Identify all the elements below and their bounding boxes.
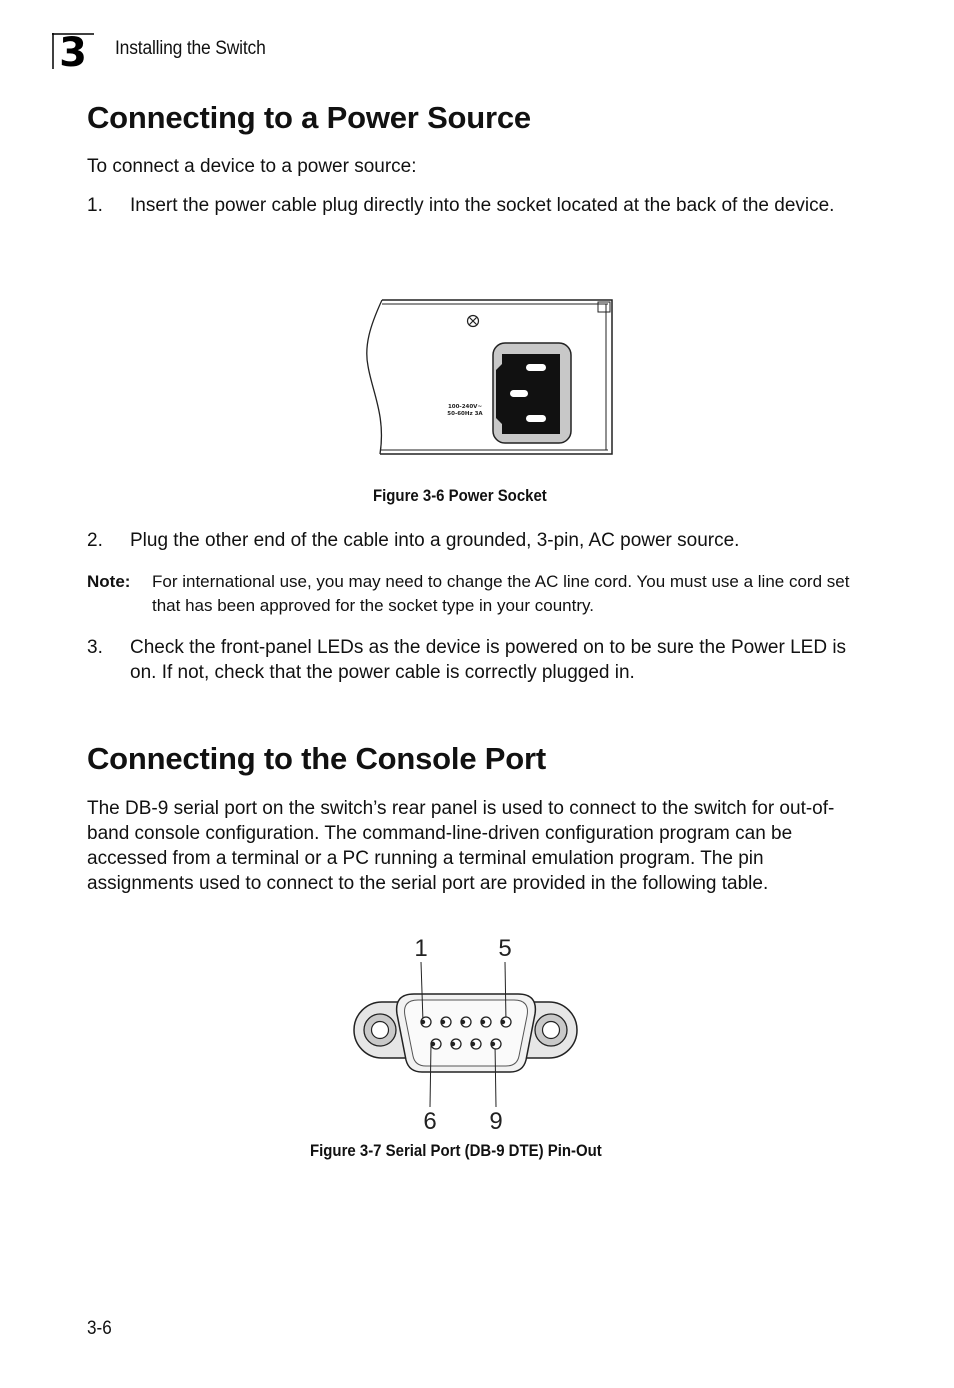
section-title-console: Connecting to the Console Port <box>87 741 546 776</box>
running-title: Installing the Switch <box>115 38 266 59</box>
pin-label-9: 9 <box>489 1108 503 1135</box>
pin-label-6: 6 <box>423 1108 437 1135</box>
section-title-power: Connecting to a Power Source <box>87 100 531 135</box>
figure-caption-serial-port: Figure 3-7 Serial Port (DB-9 DTE) Pin-Out <box>310 1141 602 1160</box>
power-socket-figure <box>360 296 622 462</box>
db9-pinout-figure <box>350 930 582 1136</box>
frequency-rating-label: 50-60Hz 3A <box>447 411 483 417</box>
step-3-number: 3. <box>87 637 103 658</box>
ac-socket-icon <box>493 343 571 443</box>
screw-icon <box>468 316 479 327</box>
pin-label-5: 5 <box>498 935 512 962</box>
note-text: For international use, you may need to change the AC line cord. You must use a line cord set that has been approved for the socket type in your country. <box>152 572 850 615</box>
step-1-text: Insert the power cable plug directly into the socket located at the back of the device. <box>130 195 835 216</box>
step-2-number: 2. <box>87 530 103 551</box>
console-port-description: The DB-9 serial port on the switch’s rear panel is used to connect to the switch for out-of-band console configuration. The command-line-driven configuration program can be accessed from a terminal or a PC running a terminal emulation program. The pin assignments used to connect to the serial port are provided in the following table. <box>87 798 835 894</box>
voltage-rating-label: 100-240V~ <box>447 404 483 410</box>
step-2-text: Plug the other end of the cable into a grounded, 3-pin, AC power source. <box>130 530 740 551</box>
page-number: 3-6 <box>87 1318 112 1339</box>
note-label: Note: <box>87 572 131 591</box>
chapter-number: 3 <box>59 33 87 69</box>
step-1-number: 1. <box>87 195 103 216</box>
pin-label-1: 1 <box>414 935 428 962</box>
mounting-hole-left-icon <box>364 1014 396 1046</box>
step-3-text: Check the front-panel LEDs as the device is powered on to be sure the Power LED is on. If not, check that the power cable is correctly plugged in. <box>130 637 847 683</box>
intro-text: To connect a device to a power source: <box>87 156 417 177</box>
chapter-number-badge <box>52 33 94 69</box>
mounting-hole-right-icon <box>535 1014 567 1046</box>
figure-caption-power-socket: Figure 3-6 Power Socket <box>373 486 547 505</box>
